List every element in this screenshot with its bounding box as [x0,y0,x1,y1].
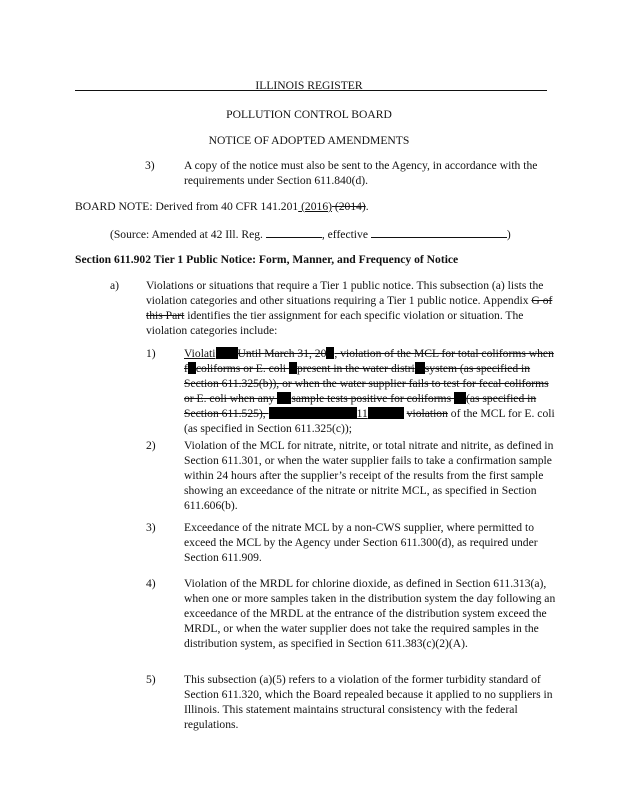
item-1-deleted-3: coliforms or E. coli [195,362,289,375]
item-1-text [184,346,559,436]
item-1-added-start: Violati [184,347,216,360]
item-1-added-number: 11 [356,407,368,420]
subsection-a-number: a) [110,279,120,292]
section-heading: Section 611.902 Tier 1 Public Notice: Form, Manner, and Frequency of Notice [75,253,459,266]
header-rule [75,90,547,91]
redaction-block [289,362,297,374]
redaction-block [216,347,238,359]
redaction-block [188,362,196,374]
item-1-deleted-8: violation [406,407,448,420]
item-1-deleted-7: (as specified in Section 611.525), [184,392,537,420]
effective-date-blank [371,226,507,238]
item-1-text-end: of the MCL for E. coli (as specified in Section 611.325(c)); [184,407,555,435]
item-5-number: 5) [146,673,156,686]
board-note [75,199,555,214]
redaction-block [269,407,357,419]
item-4-number: 4) [146,577,156,590]
subsection-a-text-1: Violations or situations that require a Tier 1 public notice. This subsection (a) lists the violation categories and other situations requiring a Tier 1 public notice. Appendix [146,279,544,307]
reg-blank [266,226,322,238]
source-line [110,226,550,242]
subsection-a-text-2: identifies the tier assignment for each specific violation or situation. The violation categories include: [146,309,524,337]
register-title: ILLINOIS REGISTER [255,79,363,92]
redaction-block [415,362,425,374]
item-1-deleted-1: Until March 31, 20 [237,347,327,360]
item-3-text: A copy of the notice must also be sent to the Agency, in accordance with the requirements under Section 611.840(d). [184,159,538,187]
item-2-number: 2) [146,439,156,452]
redaction-block [454,392,466,404]
item-1-deleted-5: system (as specified in Section 611.325(b)), or when the water supplier fails to test for fecal coliforms or E. coli when any [184,362,549,405]
item-2-text: Violation of the MCL for nitrate, nitrite, or total nitrate and nitrite, as defined in Section 611.301, or when the water supplier fails to take a confirmation sample within 24 hours after the supplier’s receipt of the results from the first sample showing an exceedance of the nitrate or nitrite MCL, as specified in Section 611.606(b). [184,439,554,512]
subsection-a-text [146,278,556,338]
item-5-text: This subsection (a)(5) refers to a violation of the former turbidity standard of Section 611.320, which the Board repealed because it applied to no suppliers in Illinois. This statement maintains structural consistency with the federal regulations. [184,673,553,731]
item-1-number: 1) [146,347,156,360]
redaction-block [368,407,404,419]
item-1-deleted-2: , violation of the MCL for total coliforms when f [184,347,554,375]
item-3-number: 3) [145,159,155,172]
board-note-suffix: . [365,200,369,213]
agency-title: POLLUTION CONTROL BOARD [226,108,392,121]
redaction-block [277,392,291,404]
source-text-3: ) [506,228,511,241]
item-3b-text: Exceedance of the nitrate MCL by a non-CWS supplier, where permitted to exceed the MCL by the Agency under Section 611.300(d), as required under Section 611.909. [184,521,538,564]
item-1-deleted-4: present in the water distri [296,362,415,375]
item-1-deleted-6: sample tests positive for coliforms [291,392,454,405]
board-note-added: (2016) [298,200,332,213]
notice-title: NOTICE OF ADOPTED AMENDMENTS [208,134,410,147]
item-3b-number: 3) [146,521,156,534]
subsection-a-deleted: G of this Part [146,294,553,322]
item-4-text: Violation of the MRDL for chlorine dioxide, as defined in Section 611.313(a), when one or more samples taken in the distribution system the day following an exceedance of the MRDL at the entrance of the distribution system exceed the MRDL, or when the water supplier does not take the required samples in the distribution system, as specified in Section 611.383(c)(2)(A). [184,577,556,650]
source-text-1: (Source: Amended at 42 Ill. Reg. [110,228,266,241]
board-note-deleted: (2014) [331,200,366,213]
source-text-2: , effective [321,228,371,241]
board-note-prefix: BOARD NOTE: Derived from 40 CFR 141.201 [75,200,299,213]
